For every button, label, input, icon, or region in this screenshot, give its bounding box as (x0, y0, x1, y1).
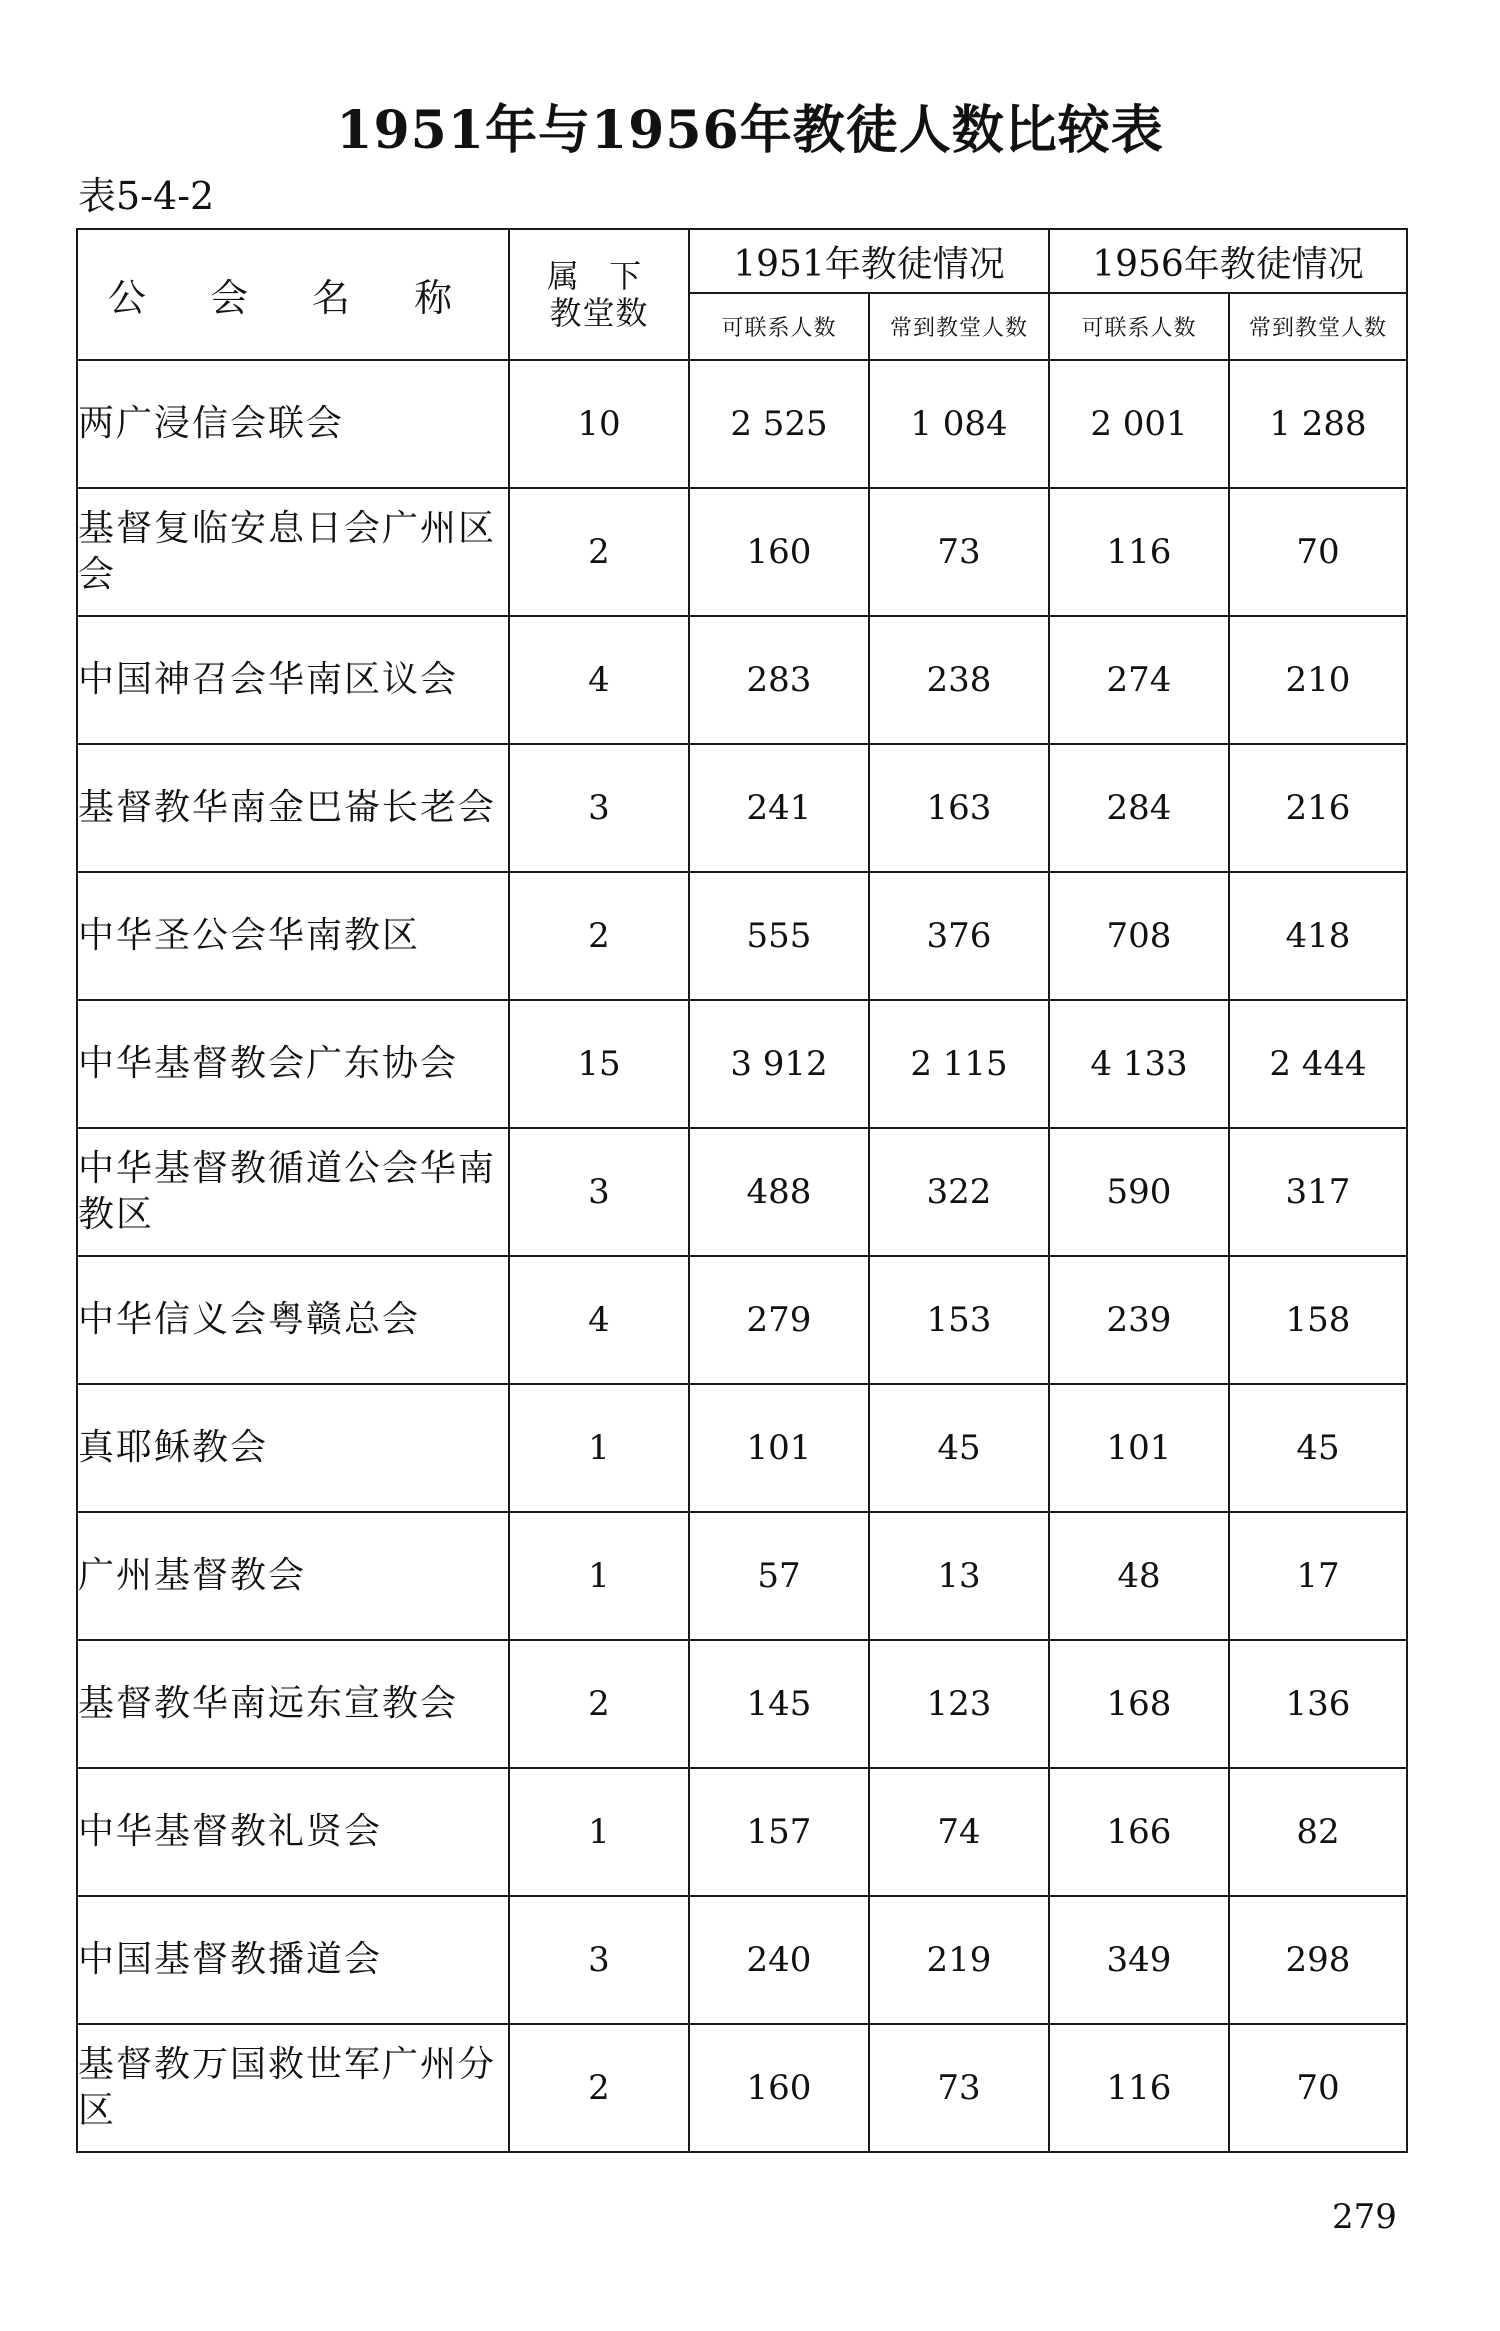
cell-1956-regular: 216 (1229, 744, 1407, 872)
cell-churches: 1 (509, 1512, 689, 1640)
table-row (77, 1384, 1407, 1512)
page-title: 1951年与1956年教徒人数比较表 (336, 100, 1164, 161)
table-row (77, 1896, 1407, 2024)
cell-1956-regular: 17 (1229, 1512, 1407, 1640)
cell-1956-contactable: 4 133 (1049, 1000, 1229, 1128)
cell-1956-contactable: 168 (1049, 1640, 1229, 1768)
header-1951-regular: 常到教堂人数 (869, 293, 1049, 360)
cell-1956-regular: 82 (1229, 1768, 1407, 1896)
cell-1951-regular: 1 084 (869, 360, 1049, 488)
cell-churches: 2 (509, 1640, 689, 1768)
cell-1951-regular: 73 (869, 488, 1049, 616)
cell-1951-contactable: 157 (689, 1768, 869, 1896)
cell-name: 中国神召会华南区议会 (77, 616, 509, 744)
table-row (77, 488, 1407, 616)
cell-1956-contactable: 116 (1049, 488, 1229, 616)
cell-1956-contactable: 349 (1049, 1896, 1229, 2024)
cell-1956-contactable: 101 (1049, 1384, 1229, 1512)
cell-1951-regular: 45 (869, 1384, 1049, 1512)
cell-1956-contactable: 2 001 (1049, 360, 1229, 488)
table-row (77, 1256, 1407, 1384)
cell-1956-contactable: 239 (1049, 1256, 1229, 1384)
header-group-1956: 1956年教徒情况 (1049, 229, 1407, 293)
cell-1951-regular: 74 (869, 1768, 1049, 1896)
cell-churches: 3 (509, 1128, 689, 1256)
cell-1951-contactable: 283 (689, 616, 869, 744)
cell-name: 中国基督教播道会 (77, 1896, 509, 2024)
cell-churches: 2 (509, 488, 689, 616)
cell-1956-regular: 2 444 (1229, 1000, 1407, 1128)
cell-1956-regular: 1 288 (1229, 360, 1407, 488)
cell-1956-regular: 418 (1229, 872, 1407, 1000)
page-number: 279 (1332, 2197, 1397, 2237)
table-row (77, 2024, 1407, 2152)
cell-1951-contactable: 555 (689, 872, 869, 1000)
cell-1951-regular: 322 (869, 1128, 1049, 1256)
cell-1951-contactable: 57 (689, 1512, 869, 1640)
cell-1951-regular: 238 (869, 616, 1049, 744)
cell-1951-contactable: 279 (689, 1256, 869, 1384)
cell-1951-contactable: 2 525 (689, 360, 869, 488)
cell-1956-contactable: 166 (1049, 1768, 1229, 1896)
cell-1951-contactable: 3 912 (689, 1000, 869, 1128)
cell-1956-regular: 70 (1229, 488, 1407, 616)
cell-1951-regular: 163 (869, 744, 1049, 872)
cell-name: 基督复临安息日会广州区会 (77, 488, 509, 616)
cell-1956-regular: 210 (1229, 616, 1407, 744)
cell-churches: 2 (509, 872, 689, 1000)
table-row (77, 616, 1407, 744)
cell-1956-regular: 45 (1229, 1384, 1407, 1512)
cell-1951-regular: 376 (869, 872, 1049, 1000)
cell-1951-contactable: 101 (689, 1384, 869, 1512)
table-row (77, 1640, 1407, 1768)
cell-1951-regular: 2 115 (869, 1000, 1049, 1128)
cell-churches: 1 (509, 1384, 689, 1512)
cell-name: 中华圣公会华南教区 (77, 872, 509, 1000)
cell-name: 基督教万国救世军广州分区 (77, 2024, 509, 2152)
table-label: 表5-4-2 (78, 174, 215, 218)
header-1951-contactable: 可联系人数 (689, 293, 869, 360)
table-row (77, 1000, 1407, 1128)
cell-1951-contactable: 160 (689, 2024, 869, 2152)
cell-name: 基督教华南金巴崙长老会 (77, 744, 509, 872)
header-churches-line1: 属 下 (546, 256, 652, 295)
cell-churches: 4 (509, 1256, 689, 1384)
header-1956-contactable: 可联系人数 (1049, 293, 1229, 360)
cell-churches: 15 (509, 1000, 689, 1128)
table-row (77, 872, 1407, 1000)
header-churches (509, 229, 689, 360)
cell-1956-contactable: 48 (1049, 1512, 1229, 1640)
cell-1956-contactable: 116 (1049, 2024, 1229, 2152)
cell-1956-regular: 298 (1229, 1896, 1407, 2024)
table-row (77, 1128, 1407, 1256)
header-name: 公 会 名 称 (77, 229, 509, 360)
cell-1951-contactable: 240 (689, 1896, 869, 2024)
cell-1951-contactable: 241 (689, 744, 869, 872)
cell-1951-contactable: 145 (689, 1640, 869, 1768)
header-churches-line2: 教堂数 (549, 293, 649, 332)
cell-1951-regular: 219 (869, 1896, 1049, 2024)
cell-1951-regular: 73 (869, 2024, 1049, 2152)
cell-1956-regular: 70 (1229, 2024, 1407, 2152)
cell-1956-contactable: 590 (1049, 1128, 1229, 1256)
cell-name: 中华基督教礼贤会 (77, 1768, 509, 1896)
cell-name: 真耶稣教会 (77, 1384, 509, 1512)
cell-churches: 3 (509, 744, 689, 872)
cell-1951-contactable: 488 (689, 1128, 869, 1256)
cell-1956-contactable: 708 (1049, 872, 1229, 1000)
cell-1956-regular: 136 (1229, 1640, 1407, 1768)
cell-churches: 4 (509, 616, 689, 744)
cell-1956-regular: 158 (1229, 1256, 1407, 1384)
cell-1951-regular: 153 (869, 1256, 1049, 1384)
cell-name: 中华信义会粤赣总会 (77, 1256, 509, 1384)
cell-1951-regular: 13 (869, 1512, 1049, 1640)
cell-1951-regular: 123 (869, 1640, 1049, 1768)
header-1956-regular: 常到教堂人数 (1229, 293, 1407, 360)
cell-name: 中华基督教循道公会华南教区 (77, 1128, 509, 1256)
cell-churches: 2 (509, 2024, 689, 2152)
cell-name: 中华基督教会广东协会 (77, 1000, 509, 1128)
cell-1956-regular: 317 (1229, 1128, 1407, 1256)
table-row (77, 744, 1407, 872)
cell-name: 广州基督教会 (77, 1512, 509, 1640)
church-membership-table (76, 228, 1408, 2153)
cell-1951-contactable: 160 (689, 488, 869, 616)
cell-name: 基督教华南远东宣教会 (77, 1640, 509, 1768)
cell-churches: 3 (509, 1896, 689, 2024)
table-row (77, 1512, 1407, 1640)
cell-churches: 1 (509, 1768, 689, 1896)
cell-1956-contactable: 284 (1049, 744, 1229, 872)
cell-name: 两广浸信会联会 (77, 360, 509, 488)
cell-churches: 10 (509, 360, 689, 488)
table-row (77, 360, 1407, 488)
header-group-1951: 1951年教徒情况 (689, 229, 1049, 293)
table-row (77, 1768, 1407, 1896)
table-body (77, 360, 1407, 2152)
cell-1956-contactable: 274 (1049, 616, 1229, 744)
